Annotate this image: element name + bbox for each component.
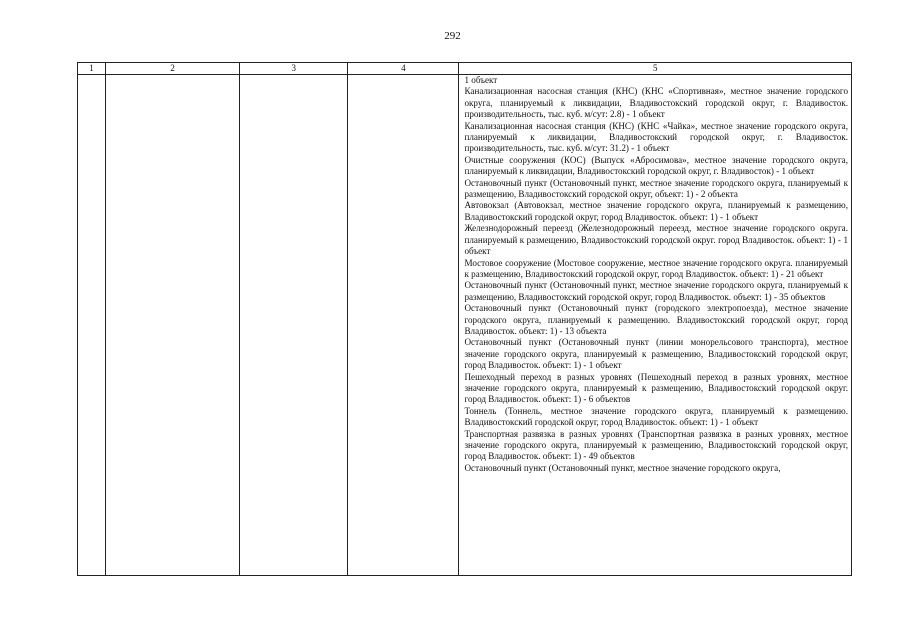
list-item: Остановочный пункт (Остановочный пункт, местное значение городского округа, планируемый к размещению, Владивостокский городской округ, город Владивосток. объект: 1) - 35 объектов (464, 280, 848, 302)
page-number: 292 (444, 30, 461, 42)
list-item: Остановочный пункт (Остановочный пункт, местное значение городского округа, планируемый к размещению, Владивостокский городской округ, объект: 1) - 2 объекта (464, 177, 848, 200)
list-item: Тоннель (Тоннель, местное значение городского округа, планируемый к размещению. Владивостокский городской округ, город Владивосток. объект: 1) - 1 объект (464, 405, 848, 428)
column-header-1: 1 (78, 63, 106, 75)
column-header-4: 4 (348, 63, 459, 75)
table-cell-col3 (240, 75, 348, 576)
list-item: Железнодорожный переезд (Железнодорожный переезд, местное значение городского округа. планируемый к размещению, Владивостокский городской округ. город Владивосток. объект: 1) - 1 объект (464, 223, 848, 257)
list-item: Остановочный пункт (Остановочный пункт, местное значение городского округа, (464, 462, 781, 473)
list-item: Остановочный пункт (Остановочный пункт (городского электропоезда), местное значение городского округа, планируемый к размещению. Владивостокский городской округ, город Владивосток. объект: 1) - 13 объекта (464, 303, 848, 336)
column-header-2: 2 (106, 63, 240, 75)
document-table (77, 62, 852, 576)
table-cell-col5 (459, 75, 852, 576)
column-header-3: 3 (240, 63, 348, 75)
list-item: Остановочный пункт (Остановочный пункт (линии монорельсового транспорта), местное значение городского округа, планируемый к размещению, Владивостокский городской округ, город Владивосток. объект: 1) - 1 объект (464, 337, 848, 371)
list-item: 1 объект (464, 75, 498, 85)
list-item: Транспортная развязка в разных уровнях (Транспортная развязка в разных уровнях, местное значение городского округа, планируемый к размещению, Владивостокский городской округ, город Владивосток. объект: 1) - 49 объектов (464, 428, 848, 462)
list-item: Очистные сооружения (КОС) (Выпуск «Абросимова», местное значение городского округа, планируемый к ликвидации, Владивостокский городской округ, г. Владивосток) - 1 объект (464, 154, 848, 177)
table-cell-col1 (78, 75, 106, 576)
table-cell-col4 (348, 75, 459, 576)
list-item: Мостовое сооружение (Мостовое сооружение, местное значение городского округа. планируемый к размещению, Владивостокский городской округ, город Владивосток. объект: 1) - 21 объект (464, 257, 848, 279)
list-item: Канализационная насосная станция (КНС) (КНС «Чайка», местное значение городского округа, планируемый к ликвидации, Владивостокский городской округ, г. Владивосток. производительность, тыс. куб. м/сут: 31.2) - 1 объект (464, 120, 848, 154)
table-cell-col2 (106, 75, 240, 576)
list-item: Автовокзал (Автовокзал, местное значение городского округа, планируемый к размещению, Владивостокский городской округ, город Владивосток. объект: 1) - 1 объект (464, 200, 848, 222)
column-header-5: 5 (459, 63, 852, 75)
table-header-row (78, 63, 852, 75)
list-item: Пешеходный переход в разных уровнях (Пешеходный переход в разных уровнях, местное значение городского округа, планируемый к размещению, Владивостокский городской округ. город Владивосток. объект: 1) - 6 объектов (464, 371, 848, 405)
list-item: Канализационная насосная станция (КНС) (КНС «Спортивная», местное значение городского округа, планируемый к ликвидации, Владивостокский городской округ, г. Владивосток. производительность, тыс. куб. м/сут: 2.8) - 1 объект (464, 86, 848, 120)
table-row (78, 75, 852, 576)
